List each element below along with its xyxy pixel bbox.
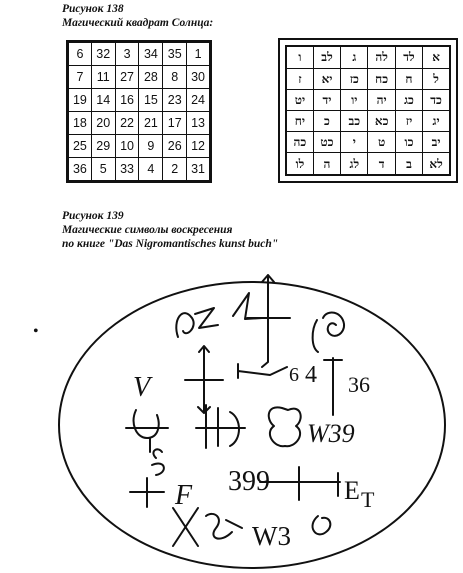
sigil-t-glyph: T <box>361 487 375 512</box>
sigil-z-left <box>195 308 218 328</box>
hebrew-square-cell: כא <box>368 110 395 131</box>
sigil-a-cross <box>260 467 340 500</box>
sigil-3-cross <box>130 464 164 507</box>
sun-square-cell: 25 <box>68 135 92 158</box>
sigil-lambda <box>176 313 193 337</box>
sigil-spiral <box>313 312 344 352</box>
hebrew-square-cell: כג <box>395 89 422 110</box>
hebrew-square-cell: יד <box>313 89 340 110</box>
sun-square-cell: 33 <box>115 158 139 182</box>
sun-square-cell: 12 <box>187 135 211 158</box>
hebrew-square-cell: יג <box>423 110 450 131</box>
sigil-numeral-6: 6 <box>289 364 299 386</box>
sigil-cross-v <box>185 346 223 413</box>
figure-139-number: Рисунок 139 <box>62 210 124 222</box>
sigil-lower-spiral <box>153 449 162 458</box>
hebrew-square-cell: כד <box>423 89 450 110</box>
sigil-bottom-curl <box>313 516 331 534</box>
sigil-arrow-36 <box>324 358 342 415</box>
sigil-numeral-36: 36 <box>348 372 370 397</box>
sun-square-cell: 3 <box>115 42 139 66</box>
sigil-swirl <box>206 514 242 539</box>
sun-square-cell: 19 <box>68 89 92 112</box>
hebrew-square-cell: כב <box>341 110 368 131</box>
sun-square-cell: 31 <box>187 158 211 182</box>
sun-square-cell: 5 <box>91 158 115 182</box>
sun-square-cell: 1 <box>187 42 211 66</box>
sun-square-cell: 7 <box>68 66 92 89</box>
hebrew-square-cell: ה <box>313 153 340 175</box>
hebrew-square-cell: לד <box>395 46 422 68</box>
sun-square-cell: 11 <box>91 66 115 89</box>
sun-square-cell: 14 <box>91 89 115 112</box>
hebrew-square-cell: לב <box>313 46 340 68</box>
sun-square-cell: 17 <box>163 112 187 135</box>
sun-square-cell: 27 <box>115 66 139 89</box>
sun-square-cell: 23 <box>163 89 187 112</box>
sigil-numeral-4: 4 <box>305 362 317 388</box>
sun-square-cell: 10 <box>115 135 139 158</box>
hebrew-square-cell: לג <box>341 153 368 175</box>
sun-square-cell: 8 <box>163 66 187 89</box>
sigil-w39-glyph: W39 <box>307 419 355 448</box>
hebrew-square-cell: א <box>423 46 450 68</box>
hebrew-square-cell: ז <box>286 68 313 89</box>
sun-square-cell: 28 <box>139 66 163 89</box>
hebrew-square-cell: כ <box>313 110 340 131</box>
hebrew-square-cell: לו <box>286 153 313 175</box>
hebrew-square-cell: יה <box>368 89 395 110</box>
sigil-e-glyph: E <box>344 476 360 505</box>
sun-square-cell: 6 <box>68 42 92 66</box>
hebrew-square-cell: יב <box>423 132 450 153</box>
sun-square-cell: 22 <box>115 112 139 135</box>
sigil-w3-glyph: W3 <box>252 521 291 551</box>
hebrew-square-cell: ח <box>395 68 422 89</box>
hebrew-square-cell: ב <box>395 153 422 175</box>
hebrew-square-cell: לא <box>423 153 450 175</box>
hebrew-square-cell: יז <box>395 110 422 131</box>
sigil-f-glyph: F <box>175 480 193 511</box>
sigil-v-glyph: V <box>133 372 151 403</box>
sun-square-cell: 32 <box>91 42 115 66</box>
hebrew-square-cell: יא <box>313 68 340 89</box>
sun-square-cell: 4 <box>139 158 163 182</box>
stray-dot-mark: • <box>33 323 39 340</box>
hebrew-square-cell: יח <box>286 110 313 131</box>
sun-square-cell: 26 <box>163 135 187 158</box>
sun-square-cell: 30 <box>187 66 211 89</box>
sun-square-cell: 18 <box>68 112 92 135</box>
hebrew-square-cell: לה <box>368 46 395 68</box>
sun-square-cell: 21 <box>139 112 163 135</box>
sun-square-cell: 24 <box>187 89 211 112</box>
hebrew-square-cell: ג <box>341 46 368 68</box>
figure-138-number: Рисунок 138 <box>62 3 124 15</box>
hebrew-square-cell: ד <box>368 153 395 175</box>
figure-139-source: по книге "Das Nigromantisches kunst buch" <box>62 238 279 250</box>
sun-square-cell: 16 <box>115 89 139 112</box>
hebrew-square-cell: כז <box>341 68 368 89</box>
hebrew-square-cell: ל <box>423 68 450 89</box>
hebrew-square-cell: כח <box>368 68 395 89</box>
sigil-ch <box>126 410 168 452</box>
sun-square-cell: 15 <box>139 89 163 112</box>
sun-square-cell: 34 <box>139 42 163 66</box>
sun-square-cell: 2 <box>163 158 187 182</box>
sun-square-cell: 13 <box>187 112 211 135</box>
sigil-heart <box>269 407 301 446</box>
figure-138-title: Магический квадрат Солнца: <box>62 17 214 29</box>
hebrew-square-cell: י <box>341 132 368 153</box>
hebrew-square-cell: כו <box>395 132 422 153</box>
hebrew-square-cell: יט <box>286 89 313 110</box>
sigil-cross-top <box>247 275 290 367</box>
hebrew-square-cell: כה <box>286 132 313 153</box>
figure-139-title: Магические символы воскресения <box>62 224 233 236</box>
sun-square-cell: 9 <box>139 135 163 158</box>
sun-square-cell: 20 <box>91 112 115 135</box>
sigil-z-mid <box>233 293 262 319</box>
hebrew-square-cell: יו <box>341 89 368 110</box>
hebrew-square-cell: ו <box>286 46 313 68</box>
sun-square-cell: 36 <box>68 158 92 182</box>
sigil-x-lower <box>173 508 198 546</box>
sigil-399-glyph: 399 <box>228 466 270 497</box>
sun-square-cell: 35 <box>163 42 187 66</box>
sun-square-cell: 29 <box>91 135 115 158</box>
hebrew-square-cell: ט <box>368 132 395 153</box>
hebrew-square-cell: כט <box>313 132 340 153</box>
